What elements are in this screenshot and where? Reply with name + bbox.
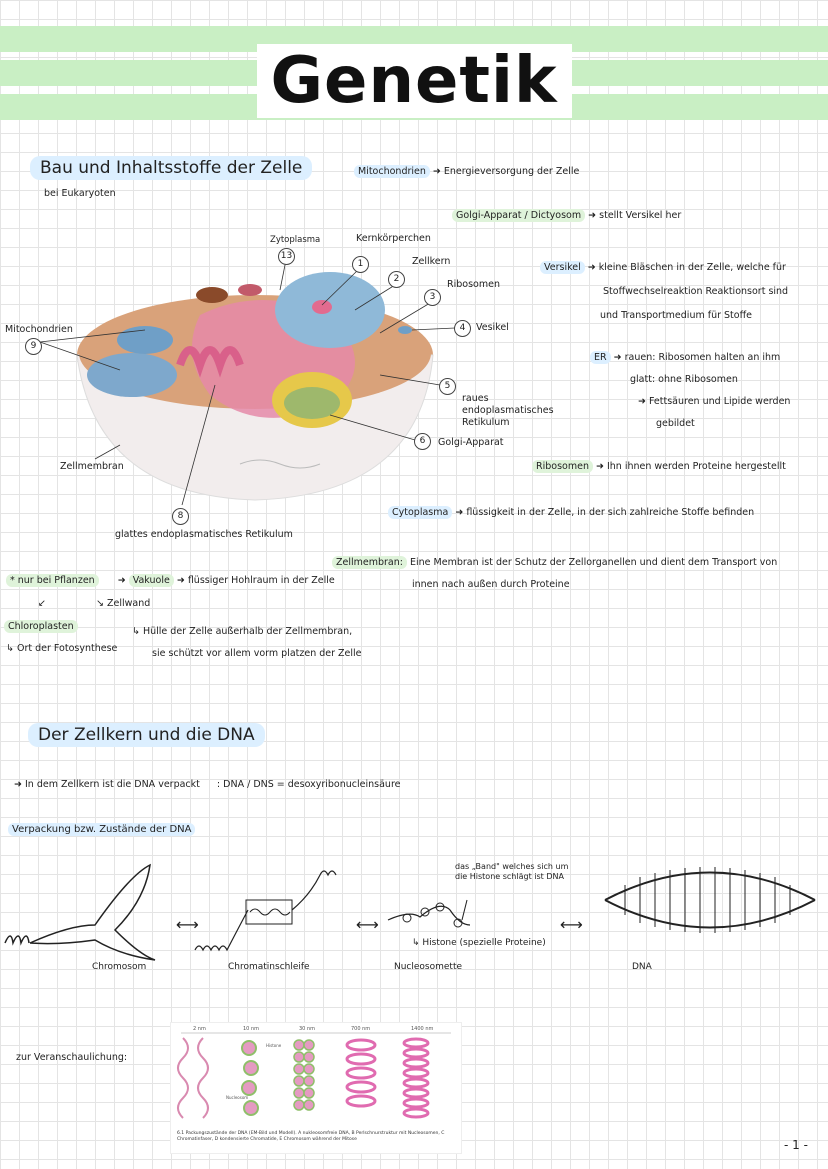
note-zellmembran: Zellmembran: Eine Membran ist der Schutz der Zellorganellen und dient dem Transport von innen nach außen durch Proteine [332, 552, 777, 596]
marker-9: 9 [25, 338, 42, 355]
label-raues-er: raues endoplasmatisches Retikulum [462, 393, 554, 428]
subtitle-eukaryotes: bei Eukaryoten [44, 188, 116, 199]
note-chloroplasten: Chloroplasten [4, 621, 78, 632]
packaging-figure [170, 1022, 462, 1154]
svg-text:⟷: ⟷ [560, 915, 583, 934]
note-zellwand-text: ↳ Hülle der Zelle außerhalb der Zellmembran, sie schützt vor allem vorm platzen der Zelle [132, 626, 362, 659]
page-title: Genetik [0, 44, 828, 118]
label-zellkern: Zellkern [412, 256, 451, 267]
section-heading-cell: Bau und Inhaltsstoffe der Zelle [30, 156, 312, 180]
label-zellmembran: Zellmembran [60, 461, 124, 472]
intro-dna: ➜ In dem Zellkern ist die DNA verpackt : DNA / DNS = desoxyribonucleinsäure [14, 779, 401, 790]
histone-note: ↳ Histone (spezielle Proteine) [412, 938, 546, 948]
section-heading-nucleus: Der Zellkern und die DNA [28, 723, 265, 747]
fig-label-nucleosom: Nucleosom [226, 1095, 249, 1100]
label-glattes-er: glattes endoplasmatisches Retikulum [115, 529, 293, 540]
page-number: - 1 - [784, 1138, 808, 1152]
marker-5: 5 [439, 378, 456, 395]
stage-chromosom: Chromosom [92, 962, 147, 972]
illustration-label: zur Veranschaulichung: [16, 1052, 128, 1063]
marker-4: 4 [454, 320, 471, 337]
note-vesikel: Versikel ➜ kleine Bläschen in der Zelle, welche für Stoffwechselreaktion Reaktionsort sind und Transportmedium für Stoffe [540, 256, 788, 328]
band-note: das „Band" welches sich um die Histone schlägt ist DNA [455, 862, 569, 881]
marker-2: 2 [388, 271, 405, 288]
note-zellwand: ↙ ↘ Zellwand [38, 598, 151, 609]
stage-nucleosomette: Nucleosomette [394, 962, 463, 972]
note-golgi: Golgi-Apparat / Dictyosom ➜ stellt Versikel her [452, 210, 681, 221]
note-mitochondrien: Mitochondrien ➜ Energieversorgung der Zelle [354, 166, 579, 177]
label-kernkoerperchen: Kernkörperchen [356, 233, 431, 244]
label-ribosomen: Ribosomen [447, 279, 500, 290]
marker-3: 3 [424, 289, 441, 306]
fig-scale-10nm: 10 nm [243, 1026, 259, 1032]
note-chloro-text: ↳ Ort der Fotosynthese [6, 643, 118, 654]
note-cytoplasma: Cytoplasma ➜ flüssigkeit in der Zelle, in der sich zahlreiche Stoffe befinden [388, 507, 754, 518]
figure-caption: 6.1 Packungszustände der DNA (EM-Bild und Modell). A nukleosomfreie DNA, B Perlschnurstruktur mit Nucleosomen, C Chromatinfaser, D kondensierte Chromatide, E Chromosom während der Mitose [177, 1131, 445, 1142]
fig-scale-1400nm: 1400 nm [411, 1026, 434, 1032]
label-mitochondrien: Mitochondrien [5, 324, 73, 335]
dna-stages-drawing [0, 855, 828, 965]
fig-label-histone: Histone [266, 1043, 282, 1048]
fig-scale-2nm: 2 nm [193, 1026, 206, 1032]
svg-text:⟷: ⟷ [176, 915, 199, 934]
packaging-heading: Verpackung bzw. Zustände der DNA [8, 824, 195, 835]
label-vesikel: Vesikel [476, 322, 509, 333]
fig-scale-700nm: 700 nm [351, 1026, 371, 1032]
marker-6: 6 [414, 433, 431, 450]
title-banner [0, 26, 828, 126]
label-zytoplasma: Zytoplasma [270, 235, 321, 245]
cell-diagram [0, 225, 560, 545]
svg-text:⟷: ⟷ [356, 915, 379, 934]
fig-scale-30nm: 30 nm [299, 1026, 315, 1032]
marker-13: 13 [278, 248, 295, 265]
marker-1: 1 [352, 256, 369, 273]
note-plants: * nur bei Pflanzen ➜ Vakuole ➜ flüssiger Hohlraum in der Zelle [6, 575, 335, 586]
label-golgi: Golgi-Apparat [438, 437, 504, 448]
stage-dna: DNA [632, 962, 652, 972]
packaging-figure-graphic [171, 1023, 461, 1125]
marker-8: 8 [172, 508, 189, 525]
note-ribosomen: Ribosomen ➜ Ihn ihnen werden Proteine hergestellt [532, 461, 786, 472]
stage-chromatinschleife: Chromatinschleife [228, 962, 310, 972]
note-er: ER ➜ rauen: Ribosomen halten an ihm glatt: ohne Ribosomen ➜ Fettsäuren und Lipide werden gebildet [590, 347, 790, 435]
